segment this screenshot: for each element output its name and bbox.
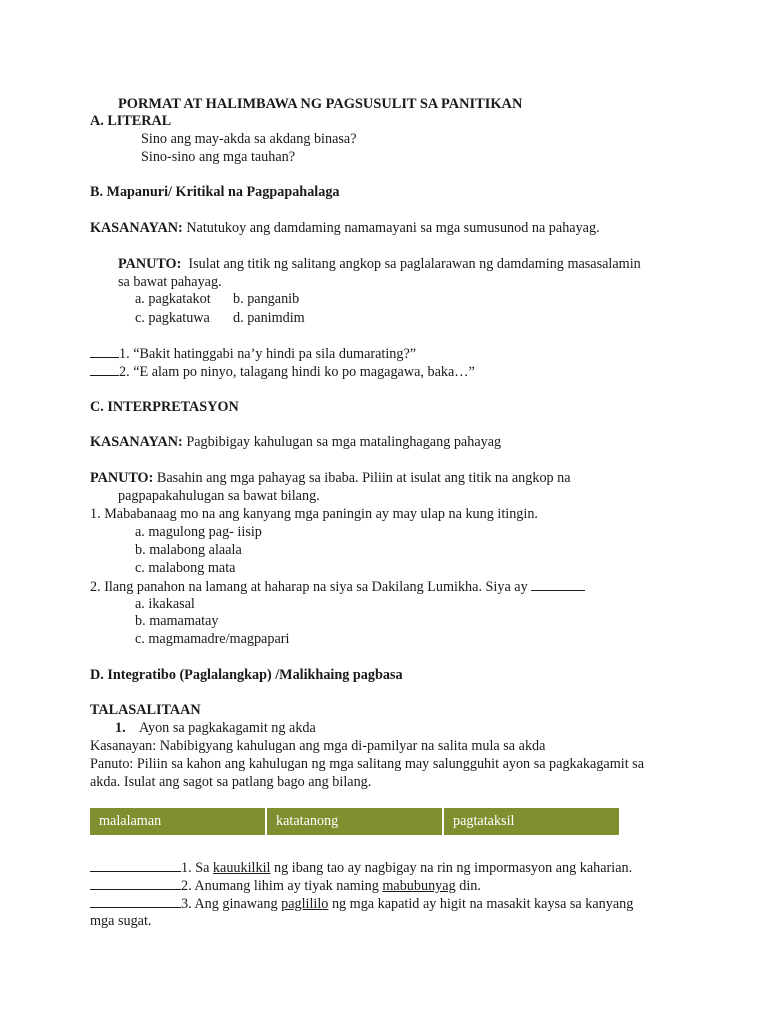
answer-blank[interactable] [90,362,119,376]
item-text: ng ibang tao ay nagbigay na rin ng impormasyon ang kaharian. [270,860,633,876]
answer-blank[interactable] [90,876,181,890]
item-text: din. [455,878,481,894]
underlined-word: mabubunyag [382,878,456,894]
section-d-panuto: Panuto: Piliin sa kahon ang kahulugan ng mga salitang may salungguhit ayon sa pagkakagamit sa [90,756,644,772]
section-c-kasanayan [90,433,501,451]
section-b-item-1 [90,344,416,363]
answer-blank[interactable] [90,344,119,358]
kasanayan-text: Pagbibigay kahulugan sa mga matalinghagang pahayag [186,434,502,450]
option-c: c. pagkatuwa [135,310,210,326]
section-d-item-1 [90,858,632,877]
section-a-question-2: Sino-sino ang mga tauhan? [141,149,296,165]
q2-option-a: a. ikakasal [135,596,195,612]
section-b-item-2 [90,362,475,381]
q2-option-b: b. mamamatay [135,613,219,629]
panuto-text: Isulat ang titik ng salitang angkop sa paglalarawan ng damdaming masasalamin [188,256,641,272]
item-text: 1. “Bakit hatinggabi na’y hindi pa sila dumarating?” [119,346,417,362]
section-d-item-3-cont: mga sugat. [90,913,152,929]
section-d-item-2 [90,876,481,895]
underlined-word: paglililo [281,896,329,912]
q1-option-c: c. malabong mata [135,560,236,576]
section-b-options-row-1 [135,290,335,308]
section-d-kasanayan: Kasanayan: Nabibigyang kahulugan ang mga di-pamilyar na salita mula sa akda [90,738,546,754]
page-title: PORMAT AT HALIMBAWA NG PAGSUSULIT SA PANITIKAN [118,96,523,112]
item-text: 2. Anumang lihim ay tiyak naming [181,878,383,894]
section-d-item-3 [90,894,633,913]
answer-blank[interactable] [90,858,181,872]
item-text: 1. Sa [181,860,213,876]
option-a: a. pagkatakot [135,291,211,307]
section-b-heading: B. Mapanuri/ Kritikal na Pagpapahalaga [90,184,340,200]
option-b: b. panganib [233,291,300,307]
item-text: 2. “E alam po ninyo, talagang hindi ko po magagawa, baka…” [119,364,475,380]
q1-option-a: a. magulong pag- iisip [135,524,262,540]
choice-cell: malalaman [90,808,267,835]
section-b-panuto [118,255,641,273]
kasanayan-label: KASANAYAN: [90,434,183,450]
panuto-label: PANUTO: [118,256,182,272]
item-text: ng mga kapatid ay higit na masakit kaysa sa kanyang [328,896,634,912]
section-a-question-1: Sino ang may-akda sa akdang binasa? [141,131,357,147]
section-b-kasanayan [90,219,600,237]
section-c-question-2 [90,577,585,596]
option-d: d. panimdim [233,310,305,326]
section-c-panuto [90,469,571,487]
section-d-panuto-cont: akda. Isulat ang sagot sa patlang bago ang bilang. [90,774,372,790]
kasanayan-label: KASANAYAN: [90,220,183,236]
section-c-heading: C. INTERPRETASYON [90,399,239,415]
choice-cell: pagtataksil [453,813,515,829]
panuto-text: Basahin ang mga pahayag sa ibaba. Piliin at isulat ang titik na angkop na [156,470,571,486]
choice-cell: katatanong [267,808,444,835]
talasalitaan-heading: TALASALITAAN [90,702,201,718]
underlined-word: kauukilkil [212,860,271,876]
section-b-panuto-cont: sa bawat pahayag. [118,274,222,290]
section-d-heading: D. Integratibo (Paglalangkap) /Malikhaing pagbasa [90,667,403,683]
panuto-label: PANUTO: [90,470,154,486]
section-a-heading: A. LITERAL [90,113,172,129]
answer-blank[interactable] [531,577,585,591]
subheading-1 [115,719,316,737]
q2-option-c: c. magmamadre/magpapari [135,631,290,647]
subheading-text: Ayon sa pagkakagamit ng akda [139,720,316,736]
question-text: 2. Ilang panahon na lamang at haharap na siya sa Dakilang Lumikha. Siya ay [90,579,528,595]
answer-blank[interactable] [90,894,181,908]
item-text: 3. Ang ginawang [181,896,282,912]
subheading-number: 1. [115,720,126,736]
q1-option-b: b. malabong alaala [135,542,242,558]
word-choices-table [90,808,619,835]
section-c-panuto-cont: pagpapakahulugan sa bawat bilang. [118,488,320,504]
section-c-question-1: 1. Mababanaag mo na ang kanyang mga paningin ay may ulap na kung itingin. [90,506,538,522]
kasanayan-text: Natutukoy ang damdaming namamayani sa mga sumusunod na pahayag. [186,220,600,236]
section-b-options-row-2 [135,309,335,327]
